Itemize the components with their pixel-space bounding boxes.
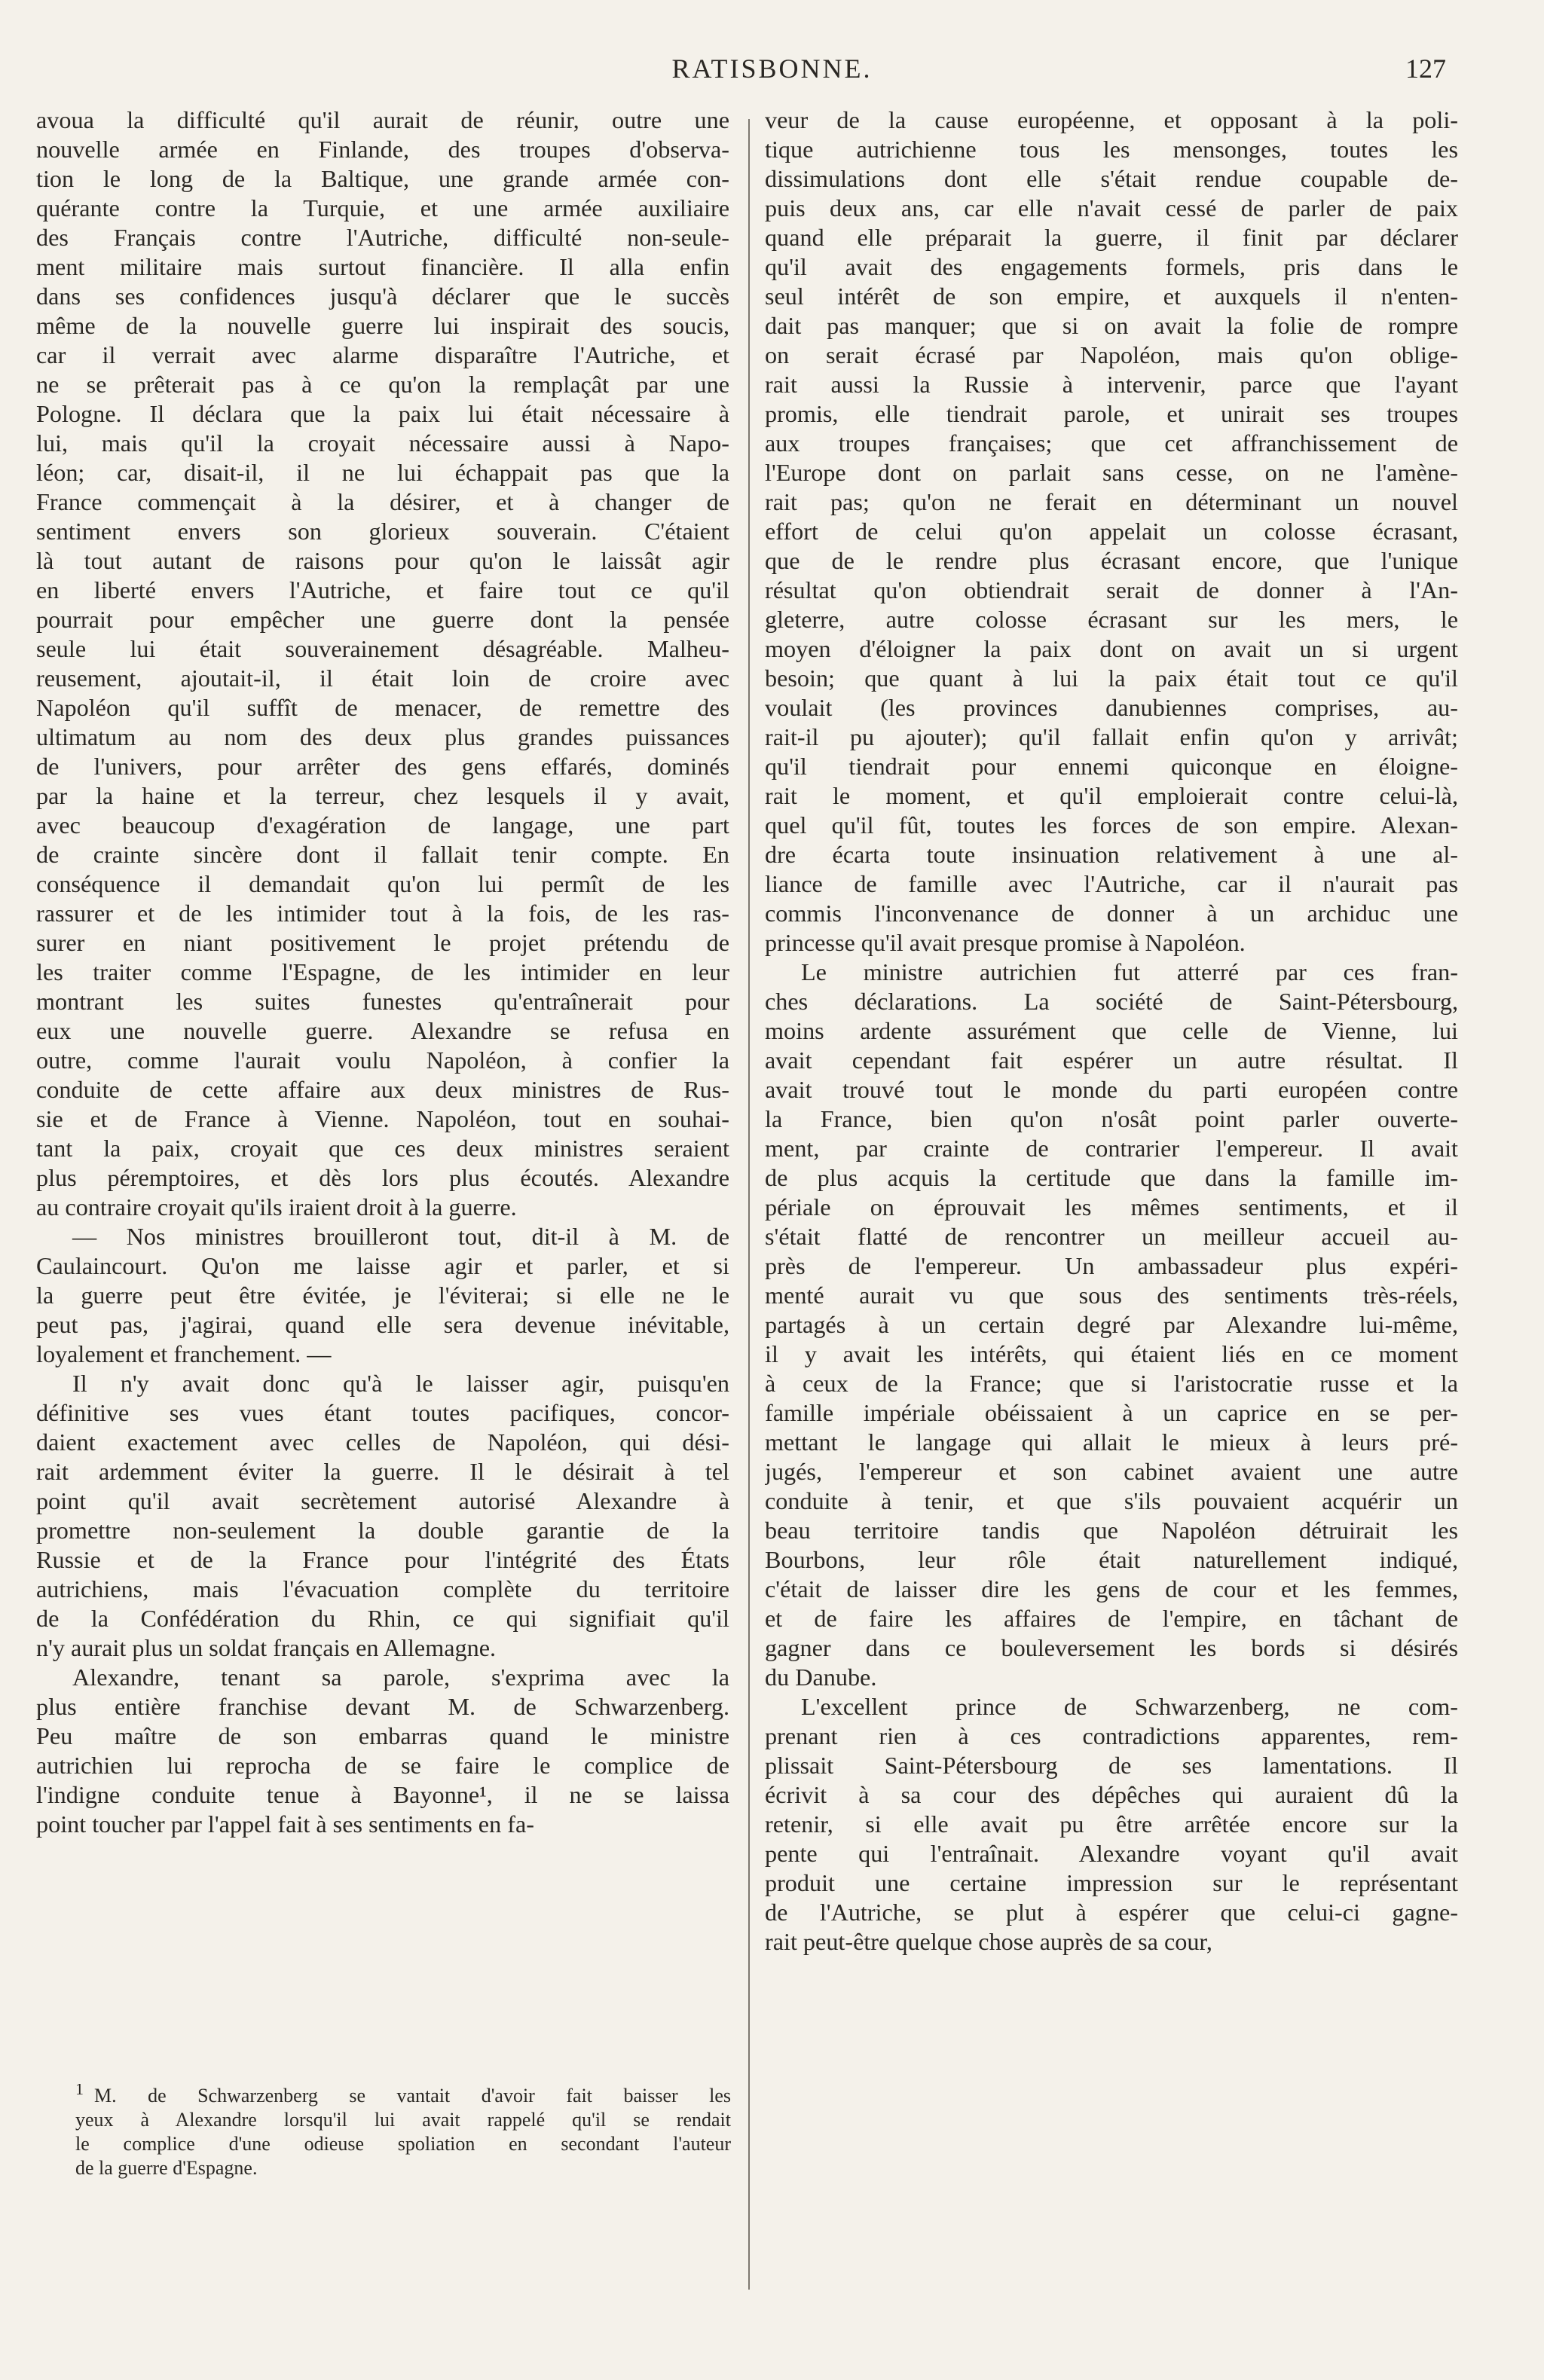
text-line: quel qu'il fût, toutes les forces de son empire. Alexan- [765, 811, 1458, 839]
text-line: moins ardente assurément que celle de Vienne, lui [765, 1017, 1458, 1044]
column-divider [748, 119, 750, 2290]
text-line: en liberté envers l'Autriche, et faire tout ce qu'il [36, 576, 729, 603]
text-line: plissait Saint-Pétersbourg de ses lamentations. Il [765, 1752, 1458, 1779]
page-header [0, 53, 1544, 90]
text-line: mettant le langage qui allait le mieux à leurs pré- [765, 1428, 1458, 1456]
text-line: du Danube. [765, 1664, 877, 1691]
footnote-text: le complice d'une odieuse spoliation en secondant l'auteur [75, 2133, 731, 2155]
text-line: conséquence il demandait qu'on lui permît de les [36, 870, 729, 897]
text-line: rait-il pu ajouter); qu'il fallait enfin qu'on y arrivât; [765, 723, 1458, 750]
text-line: prenant rien à ces contradictions apparentes, rem- [765, 1722, 1458, 1749]
footnote-line [75, 2108, 731, 2132]
text-line: liance de famille avec l'Autriche, car il n'aurait pas [765, 870, 1458, 897]
text-line: tique autrichienne tous les mensonges, toutes les [765, 136, 1458, 163]
text-line: L'excellent prince de Schwarzenberg, ne com- [801, 1693, 1458, 1720]
text-line: montrant les suites funestes qu'entraînerait pour [36, 988, 729, 1015]
left-column [36, 105, 729, 1839]
text-line: surer en niant positivement le projet prétendu de [36, 929, 729, 956]
text-line: autrichiens, mais l'évacuation complète du territoire [36, 1575, 729, 1602]
text-line: avoua la difficulté qu'il aurait de réunir, outre une [36, 106, 729, 133]
text-line: Bourbons, leur rôle était naturellement indiqué, [765, 1546, 1458, 1573]
text-line: avait trouvé tout le monde du parti européen contre [765, 1076, 1458, 1103]
text-line: définitive ses vues étant toutes pacifiques, concor- [36, 1399, 729, 1426]
text-line: près de l'empereur. Un ambassadeur plus expéri- [765, 1252, 1458, 1279]
text-line: menté aurait vu que sous des sentiments très-réels, [765, 1282, 1458, 1309]
footnote-line [75, 2156, 731, 2180]
text-line: point qu'il avait secrètement autorisé Alexandre à [36, 1487, 729, 1514]
text-line: voulait (les provinces danubiennes comprises, au- [765, 694, 1458, 721]
text-line: princesse qu'il avait presque promise à Napoléon. [765, 929, 1246, 956]
text-line: Le ministre autrichien fut atterré par ces fran- [801, 958, 1458, 985]
text-line: rait ardemment éviter la guerre. Il le désirait à tel [36, 1458, 729, 1485]
text-line: — Nos ministres brouilleront tout, dit-il à M. de [72, 1223, 729, 1250]
text-line: rait peut-être quelque chose auprès de sa cour, [765, 1928, 1212, 1955]
text-line: la guerre peut être évitée, je l'éviterai; si elle ne le [36, 1282, 729, 1309]
footnote-text: de la guerre d'Espagne. [75, 2157, 258, 2179]
text-line: c'était de laisser dire les gens de cour et les femmes, [765, 1575, 1458, 1602]
text-line: même de la nouvelle guerre lui inspirait des soucis, [36, 312, 729, 339]
text-line: aux troupes françaises; que cet affranchissement de [765, 429, 1458, 457]
text-line: de plus acquis la certitude que dans la famille im- [765, 1164, 1458, 1191]
text-line: avec beaucoup d'exagération de langage, une part [36, 811, 729, 839]
footnote [75, 2084, 731, 2180]
text-line: léon; car, disait-il, il ne lui échappait pas que la [36, 459, 729, 486]
text-line: les traiter comme l'Espagne, de les intimider en leur [36, 958, 729, 985]
text-line: là tout autant de raisons pour qu'on le laissât agir [36, 547, 729, 574]
text-line: puis deux ans, car elle n'avait cessé de parler de paix [765, 194, 1458, 222]
text-line: Russie et de la France pour l'intégrité des États [36, 1546, 729, 1573]
text-line: eux une nouvelle guerre. Alexandre se refusa en [36, 1017, 729, 1044]
text-line: et de faire les affaires de l'empire, en tâchant de [765, 1605, 1458, 1632]
footnote-text: M. de Schwarzenberg se vantait d'avoir fait baisser les [94, 2085, 731, 2107]
text-line: point toucher par l'appel fait à ses sentiments en fa- [36, 1810, 534, 1838]
text-line: dissimulations dont elle s'était rendue coupable de- [765, 165, 1458, 192]
text-line: plus entière franchise devant M. de Schwarzenberg. [36, 1693, 729, 1720]
text-line: rait aussi la Russie à intervenir, parce que l'ayant [765, 371, 1458, 398]
text-line: beau territoire tandis que Napoléon détruirait les [765, 1517, 1458, 1544]
text-line: conduite à tenir, et que s'ils pouvaient acquérir un [765, 1487, 1458, 1514]
text-line: sentiment envers son glorieux souverain. C'étaient [36, 518, 729, 545]
text-line: l'indigne conduite tenue à Bayonne¹, il ne se laissa [36, 1781, 729, 1808]
footnote-line [75, 2084, 731, 2108]
text-line: l'Europe dont on parlait sans cesse, on ne l'amène- [765, 459, 1458, 486]
text-line: rait le moment, et qu'il emploierait contre celui-là, [765, 782, 1458, 809]
text-line: commis l'inconvenance de donner à un archiduc une [765, 900, 1458, 927]
text-line: de l'univers, pour arrêter des gens effarés, dominés [36, 753, 729, 780]
text-line: Napoléon qu'il suffît de menacer, de remettre des [36, 694, 729, 721]
text-line: Alexandre, tenant sa parole, s'exprima avec la [72, 1664, 729, 1691]
text-line: promis, elle tiendrait parole, et unirait ses troupes [765, 400, 1458, 427]
text-line: résultat qu'on obtiendrait serait de donner à l'An- [765, 576, 1458, 603]
text-line: lui, mais qu'il la croyait nécessaire aussi à Napo- [36, 429, 729, 457]
text-line: effort de celui qu'on appelait un colosse écrasant, [765, 518, 1458, 545]
text-line: dans ses confidences jusqu'à déclarer que le succès [36, 283, 729, 310]
text-line: au contraire croyait qu'ils iraient droit à la guerre. [36, 1193, 517, 1221]
text-line: car il verrait avec alarme disparaître l'Autriche, et [36, 341, 729, 368]
text-line: gagner dans ce bouleversement les bords si désirés [765, 1634, 1458, 1661]
text-line: famille impériale obéissaient à un caprice en se per- [765, 1399, 1458, 1426]
text-line: écrivit à sa cour des dépêches qui auraient dû la [765, 1781, 1458, 1808]
text-line: pente qui l'entraînait. Alexandre voyant qu'il avait [765, 1840, 1458, 1867]
text-line: promettre non-seulement la double garantie de la [36, 1517, 729, 1544]
text-line: de l'Autriche, se plut à espérer que celui-ci gagne- [765, 1899, 1458, 1926]
text-line: jugés, l'empereur et son cabinet avaient une autre [765, 1458, 1458, 1485]
text-line: seul intérêt de son empire, et auxquels il n'enten- [765, 283, 1458, 310]
text-line: par la haine et la terreur, chez lesquels il y avait, [36, 782, 729, 809]
text-line: ne se prêterait pas à ce qu'on la remplaçât par une [36, 371, 729, 398]
text-line: de crainte sincère dont il fallait tenir compte. En [36, 841, 729, 868]
text-line: Il n'y avait donc qu'à le laisser agir, puisqu'en [72, 1370, 729, 1397]
text-line: plus péremptoires, et dès lors plus écoutés. Alexandre [36, 1164, 729, 1191]
text-line: besoin; que quant à lui la paix était tout ce qu'il [765, 665, 1458, 692]
text-line: loyalement et franchement. — [36, 1340, 332, 1367]
running-title: RATISBONNE. [671, 53, 873, 84]
text-line: la France, bien qu'on n'osât point parler ouverte- [765, 1105, 1458, 1132]
text-line: s'était flatté de rencontrer un meilleur accueil au- [765, 1223, 1458, 1250]
text-line: à ceux de la France; que si l'aristocratie russe et la [765, 1370, 1458, 1397]
text-line: qu'il avait des engagements formels, pris dans le [765, 253, 1458, 280]
text-line: Caulaincourt. Qu'on me laisse agir et parler, et si [36, 1252, 729, 1279]
text-line: France commençait à la désirer, et à changer de [36, 488, 729, 515]
text-line: ment militaire mais surtout financière. Il alla enfin [36, 253, 729, 280]
text-line: on serait écrasé par Napoléon, mais qu'on oblige- [765, 341, 1458, 368]
text-line: gleterre, autre colosse écrasant sur les mers, le [765, 606, 1458, 633]
text-line: ment, par crainte de contrarier l'empereur. Il avait [765, 1135, 1458, 1162]
text-line: ultimatum au nom des deux plus grandes puissances [36, 723, 729, 750]
footnote-line [75, 2132, 731, 2156]
text-line: quand elle préparait la guerre, il finit par déclarer [765, 224, 1458, 251]
text-line: tion le long de la Baltique, une grande armée con- [36, 165, 729, 192]
text-line: produit une certaine impression sur le représentant [765, 1869, 1458, 1896]
text-line: moyen d'éloigner la paix dont on avait un si urgent [765, 635, 1458, 662]
text-line: outre, comme l'aurait voulu Napoléon, à confier la [36, 1046, 729, 1074]
text-line: Peu maître de son embarras quand le ministre [36, 1722, 729, 1749]
text-line: il y avait les intérêts, qui étaient liés en ce moment [765, 1340, 1458, 1367]
text-line: retenir, si elle avait pu être arrêtée encore sur la [765, 1810, 1458, 1838]
text-line: n'y aurait plus un soldat français en Allemagne. [36, 1634, 497, 1661]
text-line: sie et de France à Vienne. Napoléon, tout en souhai- [36, 1105, 729, 1132]
text-line: reusement, ajoutait-il, il était loin de croire avec [36, 665, 729, 692]
footnote-text: yeux à Alexandre lorsqu'il lui avait rappelé qu'il se rendait [75, 2109, 731, 2131]
text-line: nouvelle armée en Finlande, des troupes d'observa- [36, 136, 729, 163]
text-line: périale on éprouvait les mêmes sentiments, et il [765, 1193, 1458, 1221]
text-line: des Français contre l'Autriche, difficulté non-seule- [36, 224, 729, 251]
text-line: autrichien lui reprocha de se faire le complice de [36, 1752, 729, 1779]
text-line: peut pas, j'agirai, quand elle sera devenue inévitable, [36, 1311, 729, 1338]
text-line: dre écarta toute insinuation relativement à une al- [765, 841, 1458, 868]
text-line: ches déclarations. La société de Saint-Pétersbourg, [765, 988, 1458, 1015]
text-line: qu'il tiendrait pour ennemi quiconque en éloigne- [765, 753, 1458, 780]
text-line: quérante contre la Turquie, et une armée auxiliaire [36, 194, 729, 222]
text-line: rait pas; qu'on ne ferait en déterminant un nouvel [765, 488, 1458, 515]
page-number: 127 [1405, 53, 1446, 84]
footnote-marker: 1 [75, 2084, 84, 2099]
text-line: pourrait pour empêcher une guerre dont la pensée [36, 606, 729, 633]
text-line: partagés à un certain degré par Alexandre lui-même, [765, 1311, 1458, 1338]
text-line: daient exactement avec celles de Napoléon, qui dési- [36, 1428, 729, 1456]
text-line: rassurer et de les intimider tout à la fois, de les ras- [36, 900, 729, 927]
text-line: que de le rendre plus écrasant encore, que l'unique [765, 547, 1458, 574]
text-line: de la Confédération du Rhin, ce qui signifiait qu'il [36, 1605, 729, 1632]
text-line: Pologne. Il déclara que la paix lui était nécessaire à [36, 400, 729, 427]
text-line: avait cependant fait espérer un autre résultat. Il [765, 1046, 1458, 1074]
text-line: dait pas manquer; que si on avait la folie de rompre [765, 312, 1458, 339]
text-line: conduite de cette affaire aux deux ministres de Rus- [36, 1076, 729, 1103]
right-column [765, 105, 1458, 1957]
text-line: tant la paix, croyait que ces deux ministres seraient [36, 1135, 729, 1162]
text-line: seule lui était souverainement désagréable. Malheu- [36, 635, 729, 662]
text-line: veur de la cause européenne, et opposant à la poli- [765, 106, 1458, 133]
